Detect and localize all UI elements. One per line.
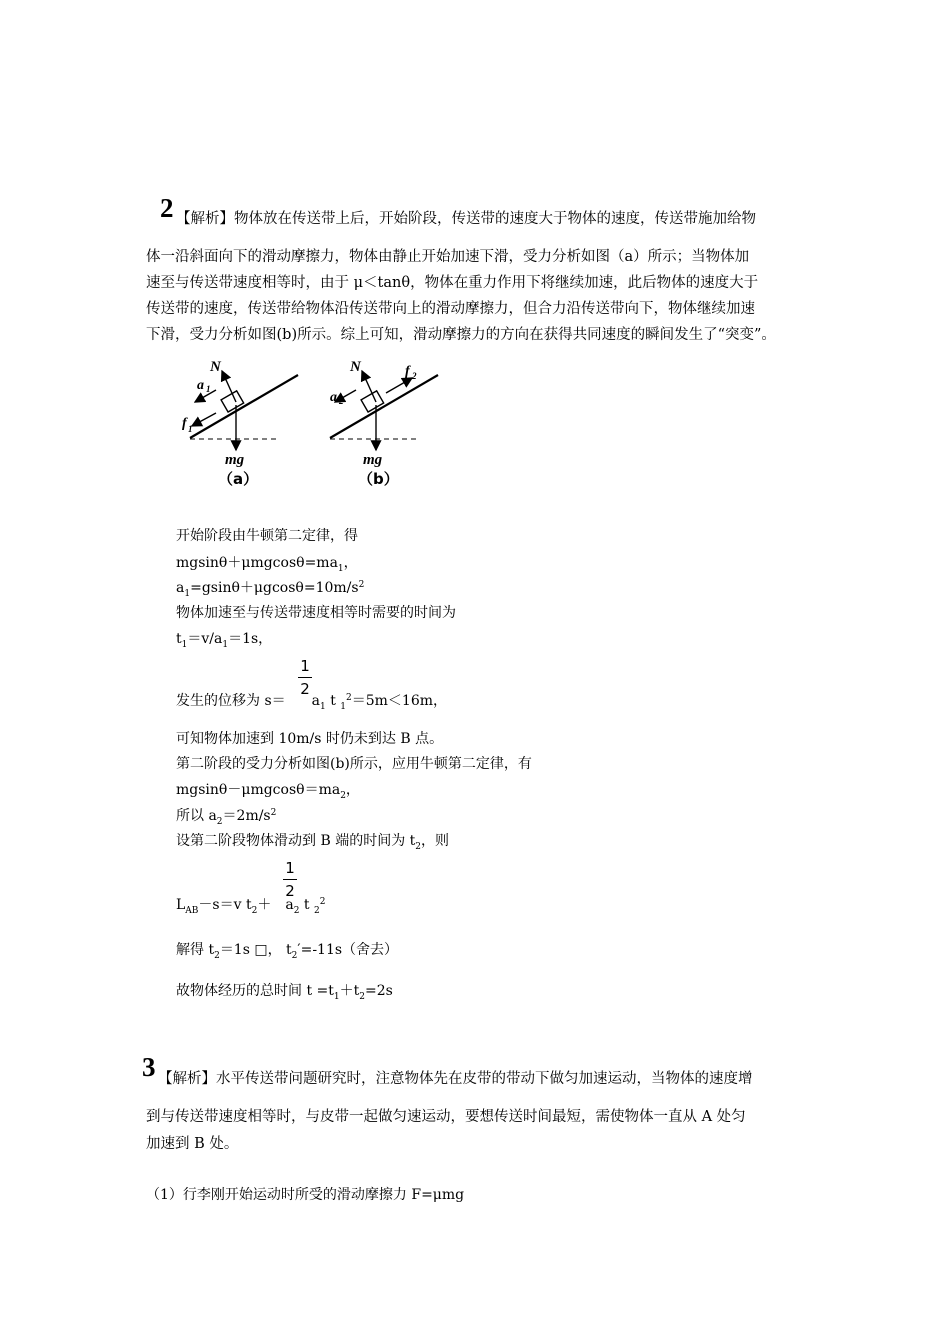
step-8: 第二阶段的受力分析如图(b)所示，应用牛顿第二定律，有 (176, 756, 532, 772)
caption-b: （b） (358, 470, 399, 488)
step-7: 可知物体加速到 10m/s 时仍未到达 B 点。 (176, 731, 444, 747)
section-2-line-5: 下滑，受力分析如图(b)所示。综上可知，滑动摩擦力的方向在获得共同速度的瞬间发生了“突变”。 (146, 327, 776, 343)
step-11-sub: 2 (415, 842, 421, 852)
step-14-tail: =2s (365, 983, 393, 999)
analysis-tag-3: 【解析】 (158, 1071, 216, 1087)
step-13-sub2: 2 (291, 951, 298, 961)
step-6-tail: ＝5m＜16m， (351, 693, 448, 709)
step-12 (176, 894, 325, 916)
step-12-sub3: 2 (293, 906, 300, 916)
step-12-a: a (285, 897, 294, 913)
step-14 (176, 980, 393, 1002)
section-3-line-3: 加速到 B 处。 (146, 1136, 239, 1152)
label-mg-b: mg (363, 452, 383, 468)
section-2-line-1 (176, 206, 756, 232)
step-4: 物体加速至与传送带速度相等时需要的时间为 (176, 605, 456, 621)
label-a-a: a (197, 378, 204, 393)
step-6-text: 发生的位移为 s＝ (176, 693, 286, 709)
label-N-a: N (210, 359, 221, 375)
step-2 (176, 552, 358, 574)
fraction-2-numerator: 1 (285, 859, 295, 877)
step-6-sub2: 1 (340, 702, 347, 712)
step-14-sub: 1 (333, 992, 340, 1002)
fraction-1-numerator: 1 (300, 657, 310, 675)
section-3-item-1: （1）行李刚开始运动时所受的滑动摩擦力 F=μmg (146, 1187, 465, 1203)
step-5-t: t (176, 631, 182, 647)
step-3-text: =gsinθ＋μgcosθ=10m/s (190, 580, 359, 596)
step-14-text: 故物体经历的总时间 t =t (176, 983, 334, 999)
label-N-b: N (350, 359, 361, 375)
section-2-line-2: 体一沿斜面向下的滑动摩擦力，物体由静止开始加速下滑，受力分析如图（a）所示；当物体加 (146, 249, 750, 265)
step-12-sub2: 2 (251, 906, 258, 916)
fraction-2-denominator: 2 (285, 882, 295, 900)
section-2-line-1-text: 物体放在传送带上后，开始阶段，传送带的速度大于物体的速度，传送带施加给物 (234, 211, 756, 227)
step-13-tail: ′=-11s（舍去） (297, 942, 399, 958)
step-3-sub: 1 (184, 589, 191, 599)
label-a-b: a (330, 390, 337, 405)
step-12-sub-AB: AB (185, 906, 199, 916)
step-11-tail: ，则 (421, 833, 449, 849)
analysis-tag: 【解析】 (176, 211, 234, 227)
label-mg-a: mg (225, 452, 245, 468)
step-11-text: 设第二阶段物体滑动到 B 端的时间为 t (176, 833, 416, 849)
step-13-text: 解得 t (176, 942, 215, 958)
fraction-1-denominator: 2 (300, 680, 310, 698)
step-3 (176, 577, 364, 599)
section-3-line-1 (158, 1066, 753, 1092)
label-f-sub-a: 1 (188, 424, 193, 434)
fraction-1-bar (298, 677, 312, 678)
section-2-number: 2 (160, 193, 174, 223)
step-12-t: t (303, 897, 310, 913)
step-12-text: －s＝v t (198, 897, 252, 913)
step-9 (176, 779, 360, 801)
step-9-text: mgsinθ－μmgcosθ＝ma (176, 782, 341, 798)
figure-a (182, 359, 298, 488)
step-5-tail: ＝1s， (228, 631, 273, 647)
step-10 (176, 805, 276, 827)
step-14-plus: ＋t (339, 983, 360, 999)
step-5-sub2: 1 (222, 640, 229, 650)
step-12-L: L (176, 897, 186, 913)
step-6-a: a (311, 693, 320, 709)
step-10-sup: 2 (270, 808, 277, 818)
label-f-a: f (182, 416, 187, 431)
step-13-sub: 2 (214, 951, 220, 961)
step-6-sub1: 1 (320, 702, 326, 712)
step-6-sup: 2 (346, 693, 352, 703)
step-13-mid: ＝1s □， t (219, 942, 292, 958)
section-3-line-1-text: 水平传送带问题研究时，注意物体先在皮带的带动下做匀加速运动，当物体的速度增 (216, 1071, 753, 1087)
step-2-sub: 1 (337, 564, 344, 574)
step-10-value: ＝2m/s (222, 808, 271, 824)
step-6-t: t (330, 693, 336, 709)
section-2-line-4: 传送带的速度，传送带给物体沿传送带向上的滑动摩擦力，但合力沿传送带向下，物体继续加速 (146, 301, 755, 317)
step-1: 开始阶段由牛顿第二定律，得 (176, 528, 358, 544)
step-6 (176, 690, 447, 712)
label-a-sub-a: 1 (206, 384, 211, 394)
step-12-plus: ＋ (257, 897, 272, 913)
step-13 (176, 939, 398, 961)
step-12-sub4: 2 (313, 906, 320, 916)
step-2-text: mgsinθ＋μmgcosθ=ma (176, 555, 338, 571)
step-12-sup: 2 (319, 897, 326, 907)
label-f-b: f (405, 364, 410, 379)
fraction-2-bar (283, 879, 297, 880)
step-2-tail: ， (343, 555, 358, 571)
step-3-sup: 2 (358, 580, 365, 590)
friction-arrow-b (386, 378, 412, 393)
step-9-sub: 2 (340, 791, 346, 801)
step-10-sub: 2 (216, 817, 223, 827)
section-2-line-3: 速至与传送带速度相等时，由于 μ＜tanθ，物体在重力作用下将继续加速，此后物体的速度大于 (146, 275, 759, 291)
step-5-text: ＝v/a (187, 631, 223, 647)
section-3-number: 3 (142, 1052, 156, 1082)
step-5 (176, 628, 272, 650)
force-analysis-figure (170, 355, 460, 495)
step-14-sub2: 2 (359, 992, 365, 1002)
step-11 (176, 830, 449, 852)
section-3-line-2: 到与传送带速度相等时，与皮带一起做匀速运动，要想传送时间最短，需使物体一直从 A 处匀 (146, 1109, 746, 1125)
step-9-tail: ， (345, 782, 360, 798)
caption-a: （a） (218, 470, 259, 488)
figure-b (330, 359, 438, 488)
step-10-text: 所以 a (176, 808, 217, 824)
incline-b (330, 375, 438, 438)
step-3-a: a (176, 580, 185, 596)
label-a-sub-b: 2 (339, 396, 344, 406)
label-f-sub-b: 2 (412, 371, 417, 381)
step-5-sub1: 1 (181, 640, 188, 650)
